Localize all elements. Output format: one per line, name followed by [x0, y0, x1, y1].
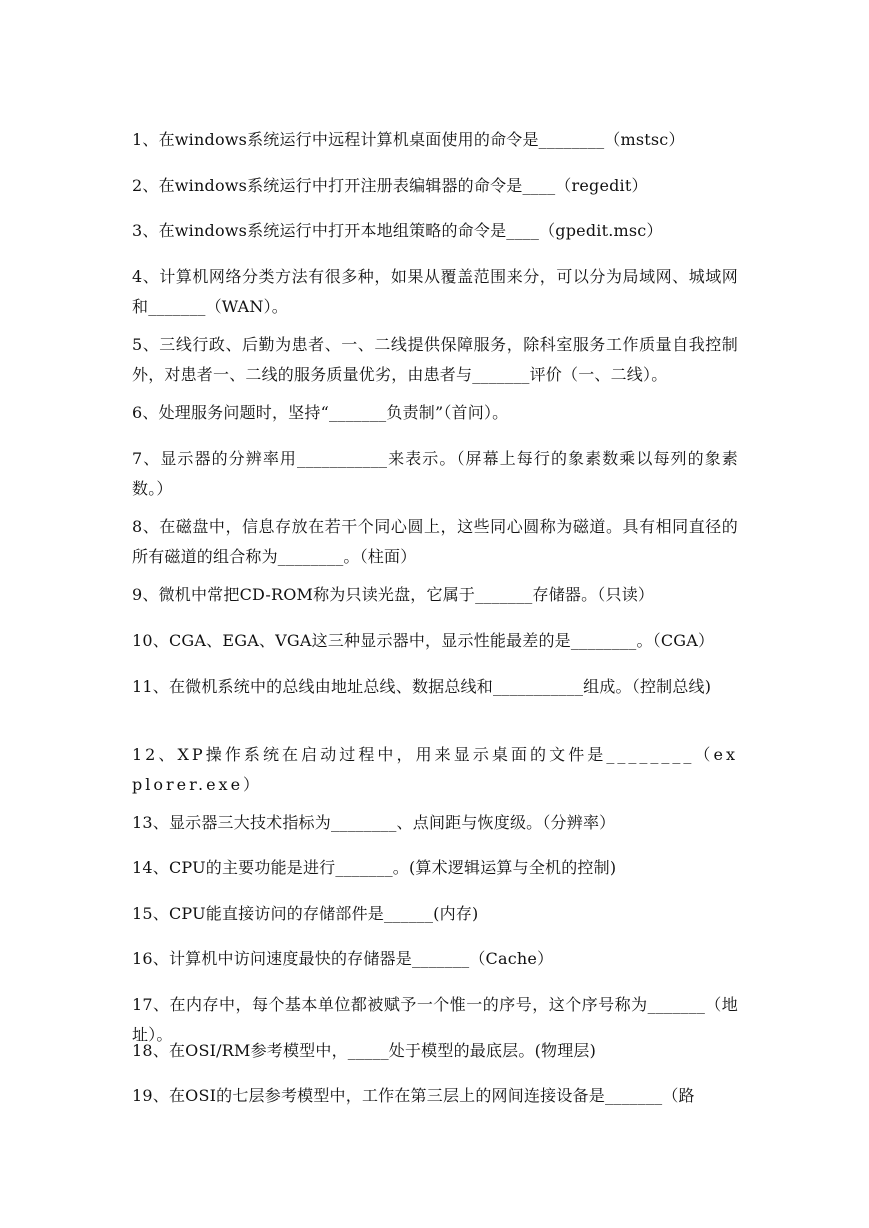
- question-16: 16、计算机中访问速度最快的存储器是_______（Cache）: [132, 949, 554, 968]
- question-15: 15、CPU能直接访问的存储部件是______(内存): [132, 904, 479, 923]
- question-19: 19、在OSI的七层参考模型中，工作在第三层上的网间连接设备是_______（路: [132, 1086, 695, 1105]
- question-18: 18、在OSI/RM参考模型中，_____处于模型的最底层。(物理层): [132, 1041, 597, 1060]
- question-11: 11、在微机系统中的总线由地址总线、数据总线和___________组成。（控制总线): [132, 677, 712, 696]
- question-5: 5、三线行政、后勤为患者、一、二线提供保障服务，除科室服务工作质量自我控制外，对患者一、二线的服务质量优劣，由患者与_______评价（一、二线）。: [132, 335, 738, 384]
- question-3: 3、在windows系统运行中打开本地组策略的命令是____（gpedit.msc）: [132, 221, 663, 240]
- question-8: 8、在磁盘中，信息存放在若干个同心圆上，这些同心圆称为磁道。具有相同直径的所有磁道的组合称为________。（柱面）: [132, 517, 738, 566]
- question-1: 1、在windows系统运行中远程计算机桌面使用的命令是________（mstsc）: [132, 130, 685, 149]
- question-12: 12、XP操作系统在启动过程中，用来显示桌面的文件是________（explorer.exe）: [132, 745, 738, 794]
- question-9: 9、微机中常把CD-ROM称为只读光盘，它属于_______存储器。（只读）: [132, 585, 655, 604]
- question-7: 7、显示器的分辨率用___________来表示。（屏幕上每行的象素数乘以每列的象素数。）: [132, 449, 738, 498]
- question-14: 14、CPU的主要功能是进行_______。(算术逻辑运算与全机的控制): [132, 858, 617, 877]
- question-2: 2、在windows系统运行中打开注册表编辑器的命令是____（regedit）: [132, 176, 648, 195]
- question-10: 10、CGA、EGA、VGA这三种显示器中，显示性能最差的是________。（CGA）: [132, 631, 715, 650]
- question-17: 17、在内存中，每个基本单位都被赋予一个惟一的序号，这个序号称为_______（地址）。: [132, 995, 738, 1044]
- question-4: 4、计算机网络分类方法有很多种，如果从覆盖范围来分，可以分为局域网、城域网和_______（WAN）。: [132, 267, 738, 316]
- question-6: 6、处理服务问题时，坚持“_______负责制”（首问）。: [132, 403, 509, 422]
- question-13: 13、显示器三大技术指标为________、点间距与恢度级。（分辨率）: [132, 813, 616, 832]
